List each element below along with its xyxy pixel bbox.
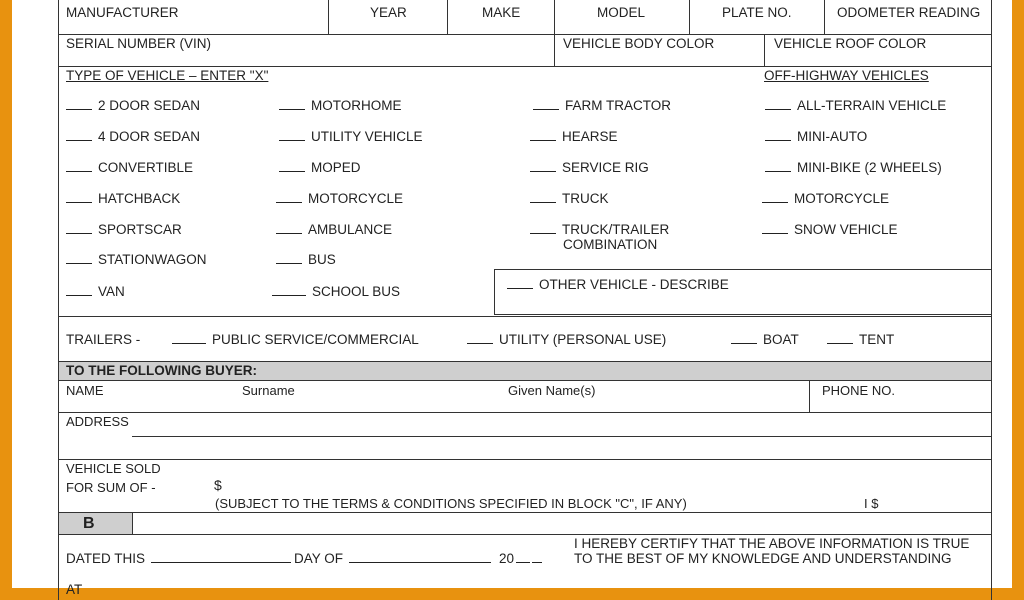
plate-label: PLATE NO. xyxy=(722,5,792,20)
certify-line-1: I HEREBY CERTIFY THAT THE ABOVE INFORMATION IS TRUE xyxy=(574,536,970,551)
rule xyxy=(58,412,992,413)
page-frame xyxy=(12,0,1012,597)
option-ambulance[interactable]: AMBULANCE xyxy=(276,222,392,237)
at-label: AT xyxy=(66,582,83,597)
option-moped[interactable]: MOPED xyxy=(279,160,361,175)
option-mini-auto[interactable]: MINI-AUTO xyxy=(765,129,867,144)
vehicle-sold-label: VEHICLE SOLD xyxy=(66,461,161,476)
option-other-vehicle[interactable]: OTHER VEHICLE - DESCRIBE xyxy=(507,277,729,292)
certify-line-2: TO THE BEST OF MY KNOWLEDGE AND UNDERSTANDING xyxy=(574,551,952,566)
given-name-label: Given Name(s) xyxy=(508,383,596,398)
option-service-rig[interactable]: SERVICE RIG xyxy=(530,160,649,175)
year-20-label: 20 xyxy=(499,551,548,566)
trailer-tent[interactable]: TENT xyxy=(827,332,894,347)
option-stationwagon[interactable]: STATIONWAGON xyxy=(66,252,207,267)
model-label: MODEL xyxy=(597,5,646,20)
option-truck[interactable]: TRUCK xyxy=(530,191,609,206)
divider xyxy=(447,0,448,34)
option-motorcycle[interactable]: MOTORCYCLE xyxy=(276,191,403,206)
option-farm-tractor[interactable]: FARM TRACTOR xyxy=(533,98,671,113)
other-vehicle-box[interactable] xyxy=(494,269,991,315)
divider xyxy=(809,381,810,412)
divider xyxy=(328,0,329,34)
rule xyxy=(58,380,992,381)
rule xyxy=(58,316,992,317)
trailers-label: TRAILERS - xyxy=(66,332,141,347)
option-van[interactable]: VAN xyxy=(66,284,125,299)
option-all-terrain-vehicle[interactable]: ALL-TERRAIN VEHICLE xyxy=(765,98,946,113)
right-border xyxy=(991,0,992,600)
rule xyxy=(58,512,992,513)
trailer-public-service[interactable]: PUBLIC SERVICE/COMMERCIAL xyxy=(172,332,419,347)
block-b-band xyxy=(59,513,133,534)
body-color-label: VEHICLE BODY COLOR xyxy=(563,36,715,51)
option-2-door-sedan[interactable]: 2 DOOR SEDAN xyxy=(66,98,200,113)
address-label: ADDRESS xyxy=(66,414,129,429)
terms-text: (SUBJECT TO THE TERMS & CONDITIONS SPECIFIED IN BLOCK "C", IF ANY) xyxy=(215,496,687,511)
year-label: YEAR xyxy=(370,5,407,20)
roof-color-label: VEHICLE ROOF COLOR xyxy=(774,36,927,51)
day-of-label: DAY OF xyxy=(294,551,497,566)
option-school-bus[interactable]: SCHOOL BUS xyxy=(272,284,400,299)
option-convertible[interactable]: CONVERTIBLE xyxy=(66,160,193,175)
for-sum-label: FOR SUM OF - xyxy=(66,480,156,495)
buyer-header: TO THE FOLLOWING BUYER: xyxy=(66,363,257,378)
option-hatchback[interactable]: HATCHBACK xyxy=(66,191,180,206)
odometer-label: ODOMETER READING xyxy=(837,5,981,20)
option-snow-vehicle[interactable]: SNOW VEHICLE xyxy=(762,222,898,237)
rule xyxy=(58,459,992,460)
phone-label: PHONE NO. xyxy=(822,383,895,398)
dated-this-label: DATED THIS xyxy=(66,551,297,566)
divider xyxy=(689,0,690,34)
rule xyxy=(58,534,992,535)
left-border xyxy=(58,0,59,600)
option-truck-trailer[interactable]: TRUCK/TRAILER xyxy=(530,222,669,237)
manufacturer-label: MANUFACTURER xyxy=(66,5,179,20)
divider xyxy=(824,0,825,34)
option-utility-vehicle[interactable]: UTILITY VEHICLE xyxy=(279,129,423,144)
divider xyxy=(554,0,555,66)
option-mini-bike[interactable]: MINI-BIKE (2 WHEELS) xyxy=(765,160,942,175)
option-motorhome[interactable]: MOTORHOME xyxy=(279,98,402,113)
option-hearse[interactable]: HEARSE xyxy=(530,129,618,144)
trailer-boat[interactable]: BOAT xyxy=(731,332,799,347)
surname-label: Surname xyxy=(242,383,295,398)
option-bus[interactable]: BUS xyxy=(276,252,336,267)
offhighway-title: OFF-HIGHWAY VEHICLES xyxy=(764,68,929,83)
address-line xyxy=(132,436,992,437)
trailer-utility[interactable]: UTILITY (PERSONAL USE) xyxy=(467,332,666,347)
rule xyxy=(58,34,992,35)
dollar-sign-2: I $ xyxy=(864,496,879,511)
option-offhighway-motorcycle[interactable]: MOTORCYCLE xyxy=(762,191,889,206)
vehicle-type-title: TYPE OF VEHICLE – ENTER "X" xyxy=(66,68,269,83)
block-b-label: B xyxy=(83,515,95,532)
dollar-sign: $ xyxy=(214,477,222,493)
option-truck-trailer-combination: COMBINATION xyxy=(563,237,658,252)
name-label: NAME xyxy=(66,383,104,398)
option-sportscar[interactable]: SPORTSCAR xyxy=(66,222,182,237)
serial-label: SERIAL NUMBER (VIN) xyxy=(66,36,212,51)
rule xyxy=(58,66,992,67)
vehicle-transfer-form xyxy=(44,0,992,600)
divider xyxy=(764,34,765,66)
option-4-door-sedan[interactable]: 4 DOOR SEDAN xyxy=(66,129,200,144)
make-label: MAKE xyxy=(482,5,521,20)
